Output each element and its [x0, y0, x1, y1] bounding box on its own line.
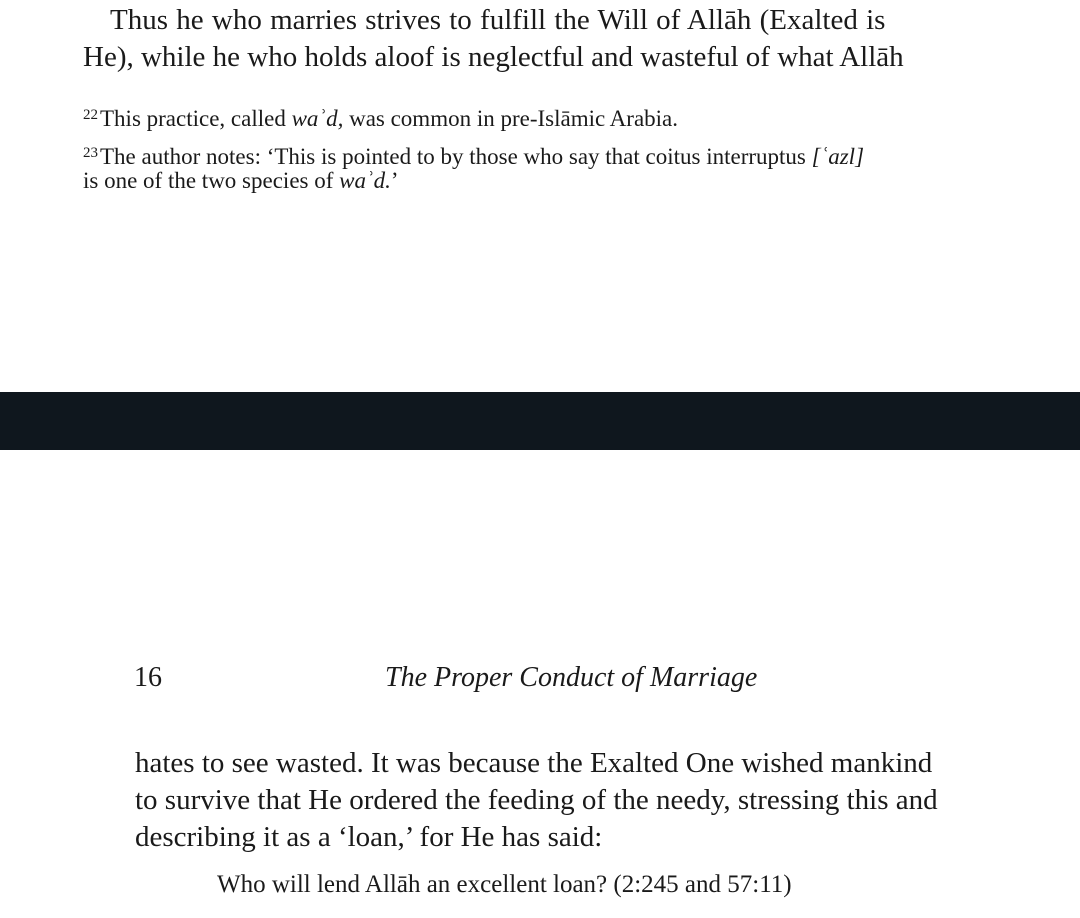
paragraph-line: describing it as a ‘loan,’ for He has said: — [135, 821, 603, 853]
footnote-term: waʾd. — [339, 168, 391, 193]
paragraph-line: to survive that He ordered the feeding of the needy, stressing this and — [135, 784, 938, 816]
quranic-quote: Who will lend Allāh an excellent loan? (2:245 and 57:11) — [217, 871, 792, 898]
footnote-term: waʾd, — [291, 106, 344, 131]
paragraph-line: hates to see wasted. It was because the Exalted One wished mankind — [135, 747, 933, 779]
paragraph-line: Thus he who marries strives to fulfill the Will of Allāh (Exalted is — [110, 4, 886, 36]
paragraph-line: He), while he who holds aloof is neglectful and wasteful of what Allāh — [83, 41, 904, 73]
page-top-section — [0, 0, 1080, 392]
running-head: The Proper Conduct of Marriage — [385, 662, 758, 693]
page-number: 16 — [134, 662, 162, 693]
footnote-text: ’ — [390, 168, 399, 193]
footnote-text: This practice, called — [100, 106, 292, 131]
footnote-text: was common in pre-Islāmic Arabia. — [343, 106, 679, 131]
footnote-text: is one of the two species of — [83, 168, 340, 193]
footnote-number: 22 — [83, 107, 98, 123]
page-separator-bar — [0, 392, 1080, 450]
footnote-text: The author notes: ‘This is pointed to by those who say that coitus interruptus — [100, 144, 812, 169]
footnote-22 — [83, 101, 678, 133]
footnote-term: [ʿazl] — [811, 144, 865, 169]
footnote-number: 23 — [83, 145, 98, 161]
footnote-23-continuation — [83, 167, 399, 195]
